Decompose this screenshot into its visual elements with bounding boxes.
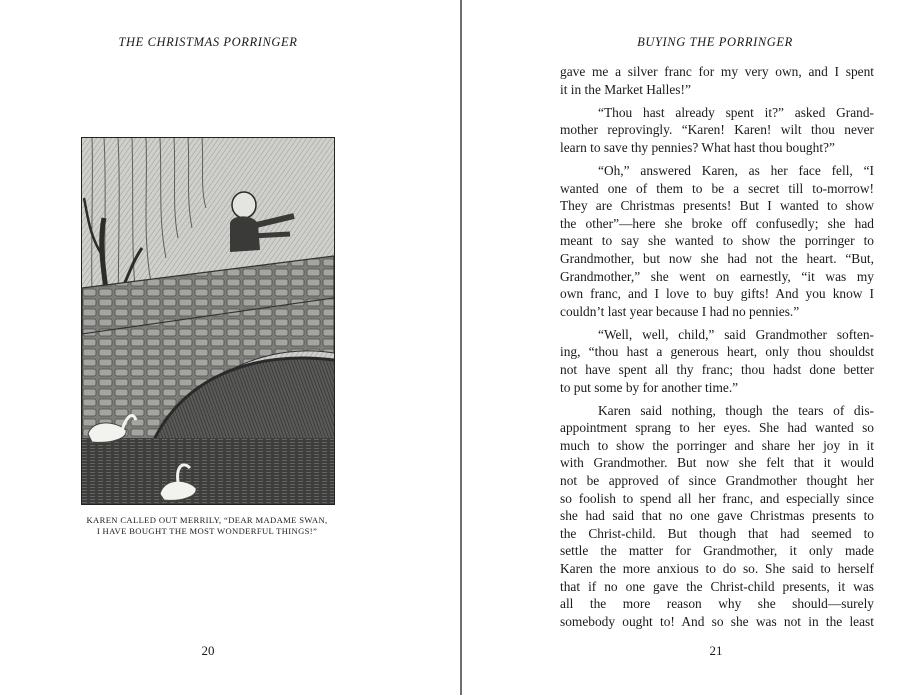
- text-line: it in the Market Halles!”: [560, 81, 691, 97]
- left-page-number: 20: [201, 643, 215, 658]
- illustration-caption: [66, 515, 348, 537]
- text-line: not be approved of since Grandmother thought her: [560, 473, 874, 489]
- text-line: settle the matter for Grandmother, it only made: [560, 543, 874, 559]
- text-line: Grandmother,” she went on earnestly, “it was my: [560, 268, 874, 284]
- text-line: the Christ-child. But though that had seemed to: [560, 525, 874, 541]
- text-line: she had said that no one gave Christmas presents to: [560, 508, 874, 524]
- text-line: much to show the porringer and share her joy in it: [560, 437, 874, 453]
- illustration: [81, 137, 335, 505]
- paragraph: [560, 402, 874, 631]
- text-line: not have spent all thy franc; thou hadst done better: [560, 362, 874, 377]
- bridge-engraving: [82, 138, 334, 504]
- text-line: Karen said nothing, though the tears of dis-: [598, 402, 874, 418]
- text-line: all the more reason why she should—surely: [560, 596, 874, 612]
- text-line: gave me a silver franc for my very own, and I spent: [560, 64, 874, 79]
- paragraph: [560, 104, 874, 157]
- paragraph: [560, 162, 874, 320]
- right-page-number: 21: [709, 643, 723, 658]
- right-page: [462, 0, 924, 695]
- text-line: appointment sprang to her eyes. She had wanted so: [560, 420, 874, 436]
- text-line: They are Christmas presents! But I wanted to show: [560, 198, 874, 214]
- text-line: “Well, well, child,” said Grandmother soften-: [598, 326, 874, 342]
- left-page: [0, 0, 460, 695]
- text-line: with Grandmother. But now she felt that it would: [560, 455, 874, 471]
- paragraph: [560, 326, 874, 396]
- body-text: [560, 63, 874, 636]
- text-line: ing, “thou hast a generous heart, only thou shouldst: [560, 344, 874, 360]
- text-line: that if no one gave the Christ-child presents, it was: [560, 578, 874, 594]
- caption-line: I HAVE BOUGHT THE MOST WONDERFUL THINGS!”: [96, 526, 318, 536]
- text-line: the other”—here she broke off confusedly; she had: [560, 215, 874, 231]
- text-line: meant to say she wanted to show the porringer to: [560, 233, 874, 249]
- paragraph: [560, 63, 874, 98]
- right-running-head: BUYING THE PORRINGER: [637, 35, 793, 49]
- text-line: Grandmother, but now she had not the heart. “But,: [560, 250, 874, 266]
- text-line: mother reprovingly. “Karen! Karen! wilt thou never: [560, 122, 874, 138]
- text-line: to put some by for another time.”: [560, 379, 739, 395]
- text-line: somebody ought to! And so she was not in the least: [560, 613, 874, 629]
- text-line: wanted one of them to be a secret till to-morrow!: [560, 180, 874, 196]
- text-line: “Oh,” answered Karen, as her face fell, “I: [598, 162, 874, 178]
- text-line: Karen the more anxious to do so. She said to herself: [560, 561, 874, 577]
- left-running-head: THE CHRISTMAS PORRINGER: [118, 35, 298, 49]
- text-line: own franc, and I love to buy gifts! And you know I: [560, 286, 874, 302]
- caption-line: KAREN CALLED OUT MERRILY, “DEAR MADAME SWAN,: [86, 515, 328, 525]
- text-line: “Thou hast already spent it?” asked Grand-: [598, 104, 874, 120]
- text-line: learn to save thy pennies? What hast thou bought?”: [560, 139, 835, 155]
- text-line: couldn’t last year because I had no pennies.”: [560, 303, 800, 319]
- text-line: so foolish to spend all her franc, and especially since: [560, 490, 874, 506]
